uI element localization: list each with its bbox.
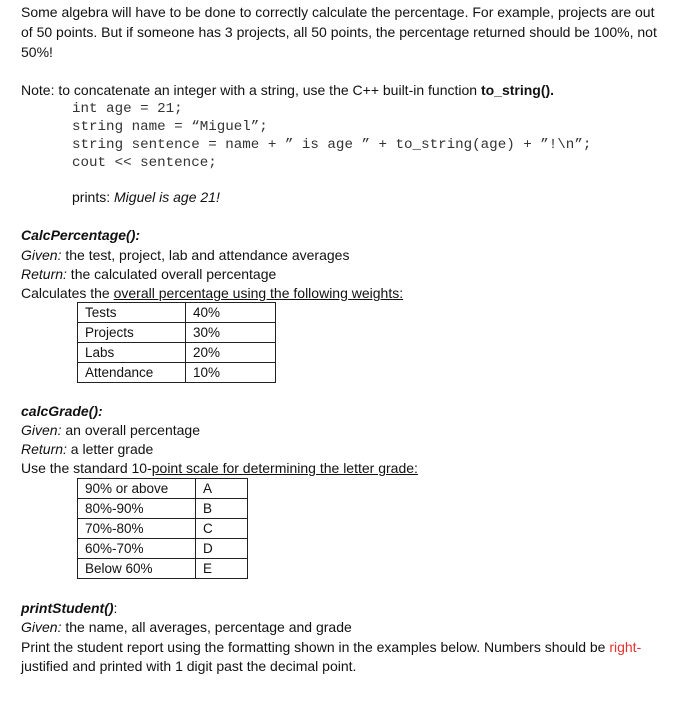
grade-scale-table <box>77 478 248 579</box>
print-student-title <box>21 598 117 618</box>
calc-percentage-given <box>21 245 349 265</box>
print-student-colon: : <box>113 600 118 616</box>
grade-range: 60%-70% <box>78 539 196 559</box>
table-row <box>78 343 276 363</box>
note-prefix: Note: to concatenate an integer with a string, use the C++ built-in function <box>21 82 481 98</box>
grade-range: 70%-80% <box>78 519 196 539</box>
table-row <box>78 519 248 539</box>
grade-range: 90% or above <box>78 479 196 499</box>
weight-value: 30% <box>186 323 276 343</box>
calc-grade-desc <box>21 458 418 478</box>
desc-red: right- <box>609 639 642 655</box>
weight-name: Labs <box>78 343 186 363</box>
calc-grade-given <box>21 420 200 440</box>
table-row <box>78 499 248 519</box>
grade-range: Below 60% <box>78 559 196 579</box>
note-function-name: to_string(). <box>480 82 555 98</box>
return-text: a letter grade <box>66 441 154 457</box>
weights-table <box>77 302 276 383</box>
table-row <box>78 303 276 323</box>
note-line <box>21 80 554 100</box>
given-text: the test, project, lab and attendance averages <box>61 247 350 263</box>
calc-percentage-title: CalcPercentage(): <box>21 227 141 243</box>
print-student-given <box>21 617 352 637</box>
return-label: Return: <box>21 266 67 282</box>
code-line-1: int age = 21; <box>72 101 183 117</box>
table-row <box>78 479 248 499</box>
intro-line-2: of 50 points. But if someone has 3 projects, all 50 points, the percentage returned should be 100%, not <box>21 24 657 40</box>
given-label: Given: <box>21 619 62 635</box>
weight-name: Tests <box>78 303 186 323</box>
grade-letter: D <box>196 539 248 559</box>
prints-line <box>72 187 220 207</box>
prints-label: prints: <box>72 189 115 205</box>
calc-grade-title: calcGrade(): <box>21 403 103 419</box>
calc-percentage-return <box>21 264 276 284</box>
desc-pre: Calculates the <box>21 285 114 301</box>
grade-letter: C <box>196 519 248 539</box>
given-label: Given: <box>21 247 62 263</box>
intro-line-1: Some algebra will have to be done to correctly calculate the percentage. For example, projects are out <box>21 4 655 20</box>
print-student-desc-line-2: justified and printed with 1 digit past the decimal point. <box>21 658 357 674</box>
given-text: an overall percentage <box>61 422 201 438</box>
code-line-4: cout << sentence; <box>72 155 217 171</box>
grade-letter: E <box>196 559 248 579</box>
desc-pre: Use the standard 10- <box>21 460 152 476</box>
given-text: the name, all averages, percentage and grade <box>61 619 352 635</box>
print-student-name: printStudent() <box>21 600 114 616</box>
weight-value: 40% <box>186 303 276 323</box>
weight-value: 10% <box>186 363 276 383</box>
calc-percentage-desc <box>21 283 403 303</box>
weight-name: Projects <box>78 323 186 343</box>
intro-line-3: 50%! <box>21 44 53 60</box>
grade-letter: A <box>196 479 248 499</box>
code-line-2: string name = “Miguel”; <box>72 119 268 135</box>
calc-grade-return <box>21 439 153 459</box>
table-row <box>78 539 248 559</box>
code-line-3: string sentence = name + ” is age ” + to_string(age) + ”!\n”; <box>72 137 592 153</box>
desc-pre: Print the student report using the formatting shown in the examples below. Numbers should be <box>21 639 610 655</box>
table-row <box>78 559 248 579</box>
grade-range: 80%-90% <box>78 499 196 519</box>
grade-letter: B <box>196 499 248 519</box>
desc-underlined: point scale for determining the letter grade: <box>151 460 418 476</box>
table-row <box>78 363 276 383</box>
return-label: Return: <box>21 441 67 457</box>
table-row <box>78 323 276 343</box>
desc-underlined: overall percentage using the following weights: <box>113 285 404 301</box>
given-label: Given: <box>21 422 62 438</box>
prints-output: Miguel is age 21! <box>114 189 220 205</box>
weight-name: Attendance <box>78 363 186 383</box>
weight-value: 20% <box>186 343 276 363</box>
print-student-desc-line-1 <box>21 637 641 657</box>
return-text: the calculated overall percentage <box>66 266 277 282</box>
